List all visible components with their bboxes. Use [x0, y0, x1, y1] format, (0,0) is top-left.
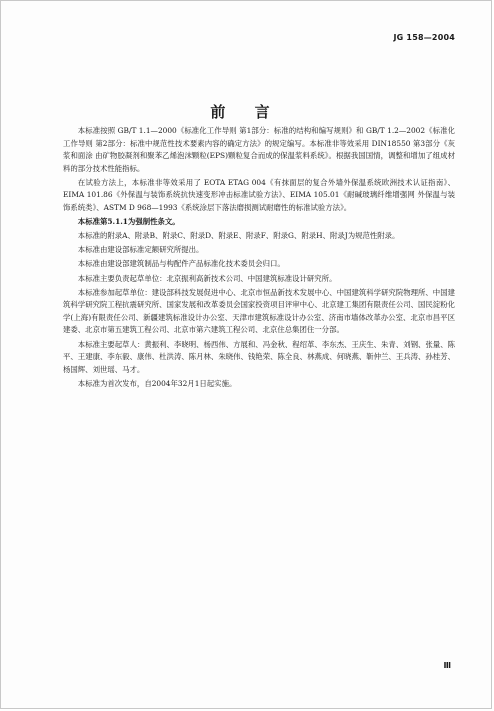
page-title: 前 言	[210, 103, 282, 121]
foreword-body	[63, 125, 455, 392]
paragraph-2: 在试验方法上，本标准非等效采用了 EOTA ETAG 004《有抹面层的复合外墙外保温系统欧洲技术认证指南》、EIMA 101.86《外保温与装饰系统抗快速变形冲击标准试验方法》、EIMA 105.01《耐碱玻璃纤维增强网 外保温与装饰系统类》、ASTM D 968—1993《系统涂层下落法磨损测试耐磨性的标准试验方法》。	[63, 177, 455, 213]
standard-code: JG 158—2004	[393, 33, 455, 42]
paragraph-8: 本标准参加起草单位：建设部科技发展促进中心、北京市恒品新技术发展中心、中国建筑科学研究院物理所、中国建筑科学研究院工程抗震研究所、国家发展和改革委员会国家投资项目评审中心、北京建工集团有限责任公司、国民淀粉化学(上海)有限责任公司、新疆建筑标准设计办公室、天津市建筑标准设计办公室、济南市墙体改革办公室、北京市昌平区建委、北京市第五建筑工程公司、北京市第六建筑工程公司、北京住总集团住一分部。	[63, 287, 455, 335]
paragraph-5: 本标准由建设部标准定额研究所提出。	[77, 245, 204, 255]
paragraph-7: 本标准主要负责起草单位：北京振利高新技术公司、中国建筑标准设计研究所。	[77, 273, 337, 283]
paragraph-9: 本标准主要起草人：黄振利、李晓明、杨西伟、方展和、冯金秋、程绍革、李东杰、王庆生、朱青、刘钢、张量、陈平、王建康、李东毅、康伟、杜洪涛、陈月林、朱晓伟、钱艳荣、陈全良、林燕成、何晓燕、靳仲兰、王兵涛、孙桂芳、杨国辉、刘世瑶、马才。	[63, 339, 455, 374]
paragraph-3-mandatory-clause: 本标准第5.1.1为强制性条文。	[77, 217, 180, 227]
paragraph-6: 本标准由建设部建筑制品与构配件产品标准化技术委员会归口。	[77, 259, 285, 269]
paragraph-10: 本标准为首次发布，自2004年32月1日起实施。	[77, 378, 237, 388]
page-number: Ⅲ	[443, 661, 451, 670]
paragraph-4: 本标准的附录A、附录B、附录C、附录D、附录E、附录F、附录G、附录H、附录J为规范性附录。	[77, 231, 400, 241]
paragraph-1: 本标准按照 GB/T 1.1—2000《标准化工作导则 第1部分：标准的结构和编写规则》和 GB/T 1.2—2002《标准化工作导则 第2部分：标准中规范性技术要素内容的确定方法》的规定编写。本标准非等效采用 DIN18550 第3部分《灰浆和面涂 由矿物胶凝剂和聚苯乙烯泡沫颗粒(EPS)颗粒复合而成的保温浆料系统》。根据我国国情，调整和增加了组成材料的部分技术性能指标。	[63, 126, 455, 173]
